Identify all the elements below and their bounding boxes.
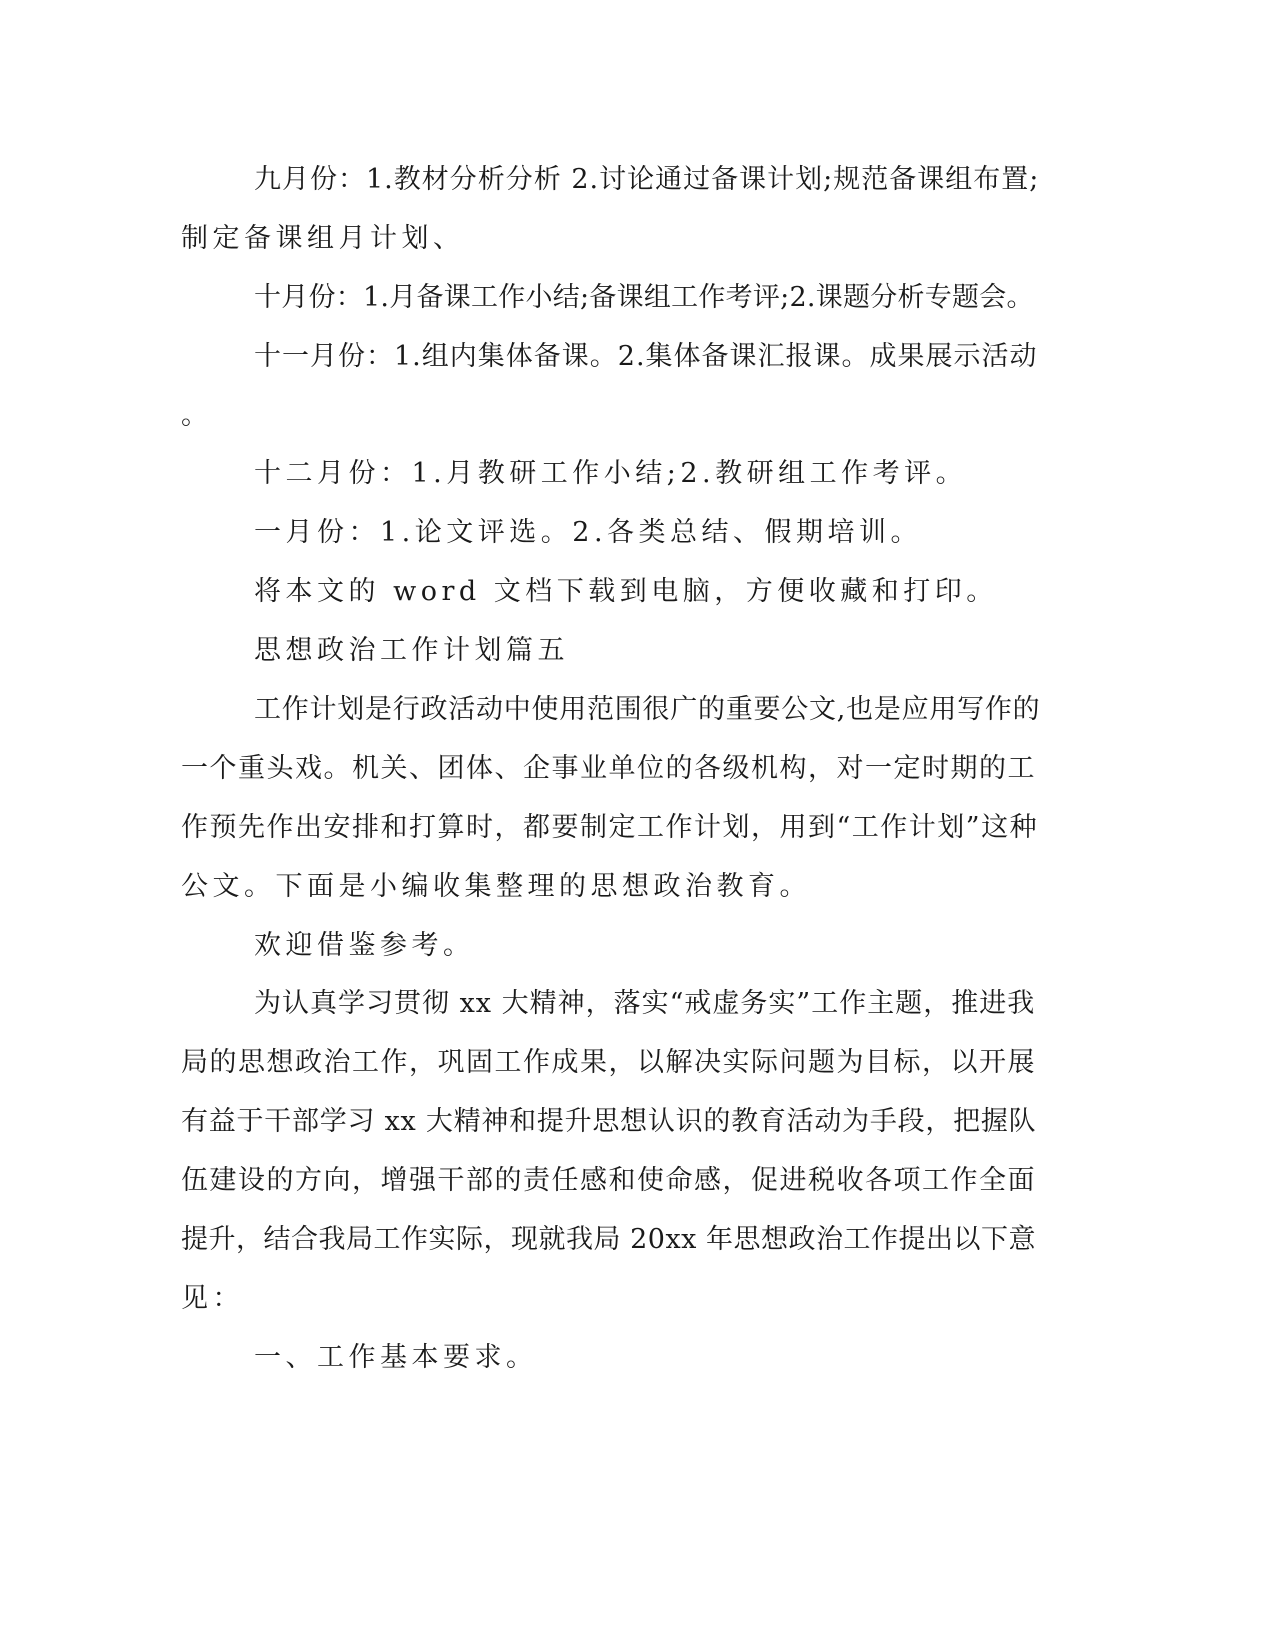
paragraph-body-line-4: 伍建设的方向，增强干部的责任感和使命感，促进税收各项工作全面	[181, 1165, 1036, 1196]
text-line-september-1: 九月份：1.教材分析分析 2.讨论通过备课计划;规范备课组布置;	[254, 164, 1040, 195]
text-line-november-2: 。	[181, 400, 213, 431]
subsection-heading: 一、工作基本要求。	[254, 1342, 538, 1373]
paragraph-intro-line-3: 作预先作出安排和打算时，都要制定工作计划，用到“工作计划”这种	[181, 812, 1039, 843]
text-line-september-2: 制定备课组月计划、	[181, 223, 465, 254]
paragraph-body-line-6: 见：	[181, 1283, 244, 1314]
section-heading: 思想政治工作计划篇五	[254, 635, 569, 666]
paragraph-body-line-5: 提升，结合我局工作实际，现就我局 20xx 年思想政治工作提出以下意	[181, 1224, 1036, 1255]
paragraph-welcome: 欢迎借鉴参考。	[254, 930, 475, 961]
text-line-december: 十二月份：1.月教研工作小结;2.教研组工作考评。	[254, 458, 968, 489]
paragraph-intro-line-2: 一个重头戏。机关、团体、企事业单位的各级机构，对一定时期的工	[181, 753, 1036, 784]
paragraph-intro-line-4: 公文。下面是小编收集整理的思想政治教育。	[181, 871, 811, 902]
paragraph-body-line-2: 局的思想政治工作，巩固工作成果，以解决实际问题为目标，以开展	[181, 1047, 1036, 1078]
paragraph-body-line-1: 为认真学习贯彻 xx 大精神，落实“戒虚务实”工作主题，推进我	[254, 988, 1036, 1019]
text-line-october: 十月份：1.月备课工作小结;备课组工作考评;2.课题分析专题会。	[254, 282, 1034, 313]
text-line-november-1: 十一月份：1.组内集体备课。2.集体备课汇报课。成果展示活动	[254, 341, 1038, 372]
paragraph-intro-line-1: 工作计划是行政活动中使用范围很广的重要公文,也是应用写作的	[254, 694, 1041, 725]
paragraph-body-line-3: 有益于干部学习 xx 大精神和提升思想认识的教育活动为手段，把握队	[181, 1106, 1037, 1137]
text-line-january: 一月份：1.论文评选。2.各类总结、假期培训。	[254, 517, 923, 548]
text-line-download-note: 将本文的 word 文档下载到电脑，方便收藏和打印。	[254, 576, 998, 607]
